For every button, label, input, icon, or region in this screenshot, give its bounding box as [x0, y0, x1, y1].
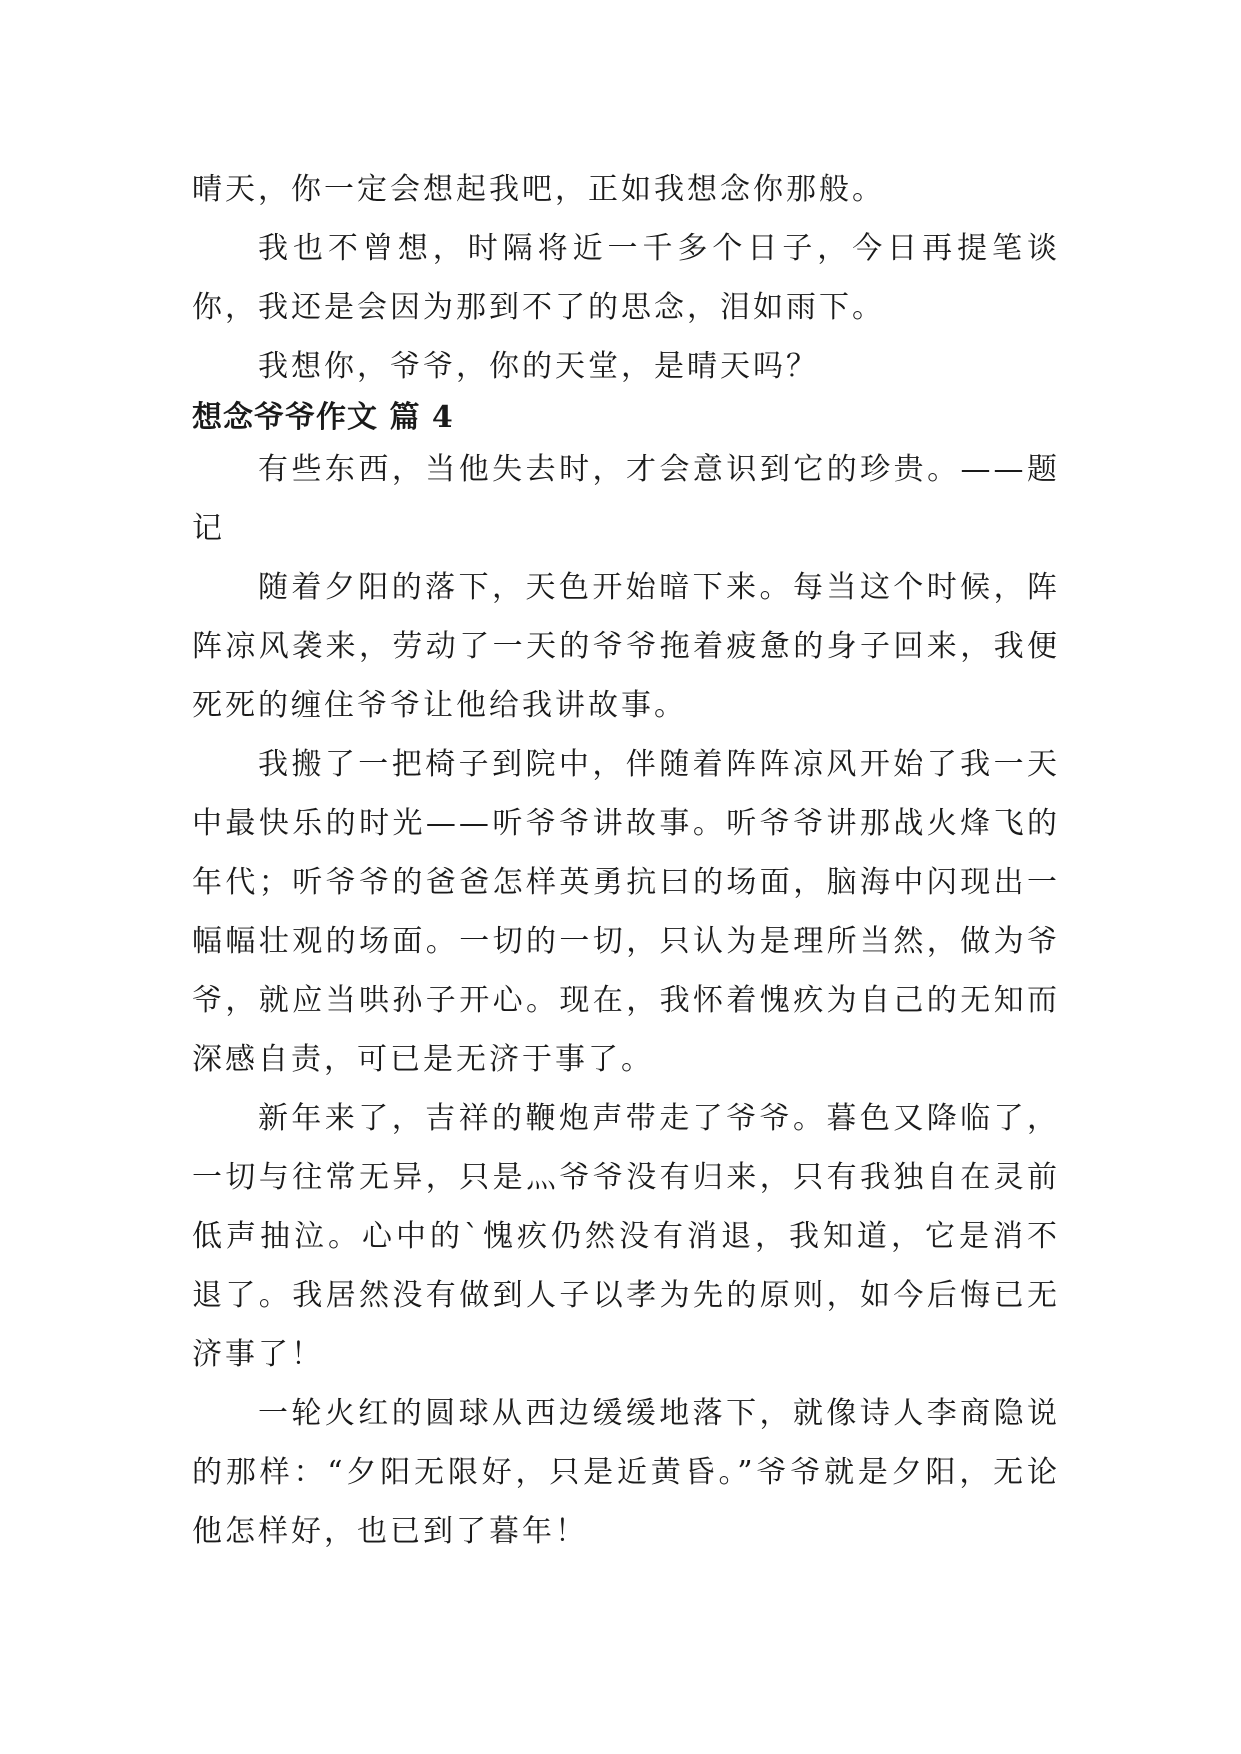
paragraph: 我搬了一把椅子到院中，伴随着阵阵凉风开始了我一天中最快乐的时光——听爷爷讲故事。听爷爷讲那战火烽飞的年代；听爷爷的爸爸怎样英勇抗曰的场面，脑海中闪现出一幅幅壮观的场面。一切的一切，只认为是理所当然，做为爷爷，就应当哄孙子开心。现在，我怀着愧疚为自己的无知而深感自责，可已是无济于事了。	[192, 747, 1060, 1077]
paragraph: 随着夕阳的落下，天色开始暗下来。每当这个时候，阵阵凉风袭来，劳动了一天的爷爷拖着疲惫的身子回来，我便死死的缠住爷爷让他给我讲故事。	[192, 570, 1060, 723]
paragraph: 新年来了，吉祥的鞭炮声带走了爷爷。暮色又降临了，一切与往常无异，只是灬爷爷没有归来，只有我独自在灵前低声抽泣。心中的`愧疚仍然没有消退，我知道，它是消不退了。我居然没有做到人子以孝为先的原则，如今后悔已无济事了！	[192, 1101, 1060, 1372]
document-body	[192, 160, 1060, 1561]
paragraph: 一轮火红的圆球从西边缓缓地落下，就像诗人李商隐说的那样：“夕阳无限好，只是近黄昏。”爷爷就是夕阳，无论他怎样好，也已到了暮年！	[192, 1396, 1060, 1549]
paragraph: 有些东西，当他失去时，才会意识到它的珍贵。——题记	[192, 452, 1060, 546]
paragraph: 晴天，你一定会想起我吧，正如我想念你那般。	[192, 172, 885, 207]
section-heading: 想念爷爷作文 篇 4	[192, 400, 454, 435]
paragraph: 我想你，爷爷，你的天堂，是晴天吗？	[258, 349, 819, 384]
paragraph: 我也不曾想，时隔将近一千多个日子，今日再提笔谈你，我还是会因为那到不了的思念，泪如雨下。	[192, 231, 1060, 325]
